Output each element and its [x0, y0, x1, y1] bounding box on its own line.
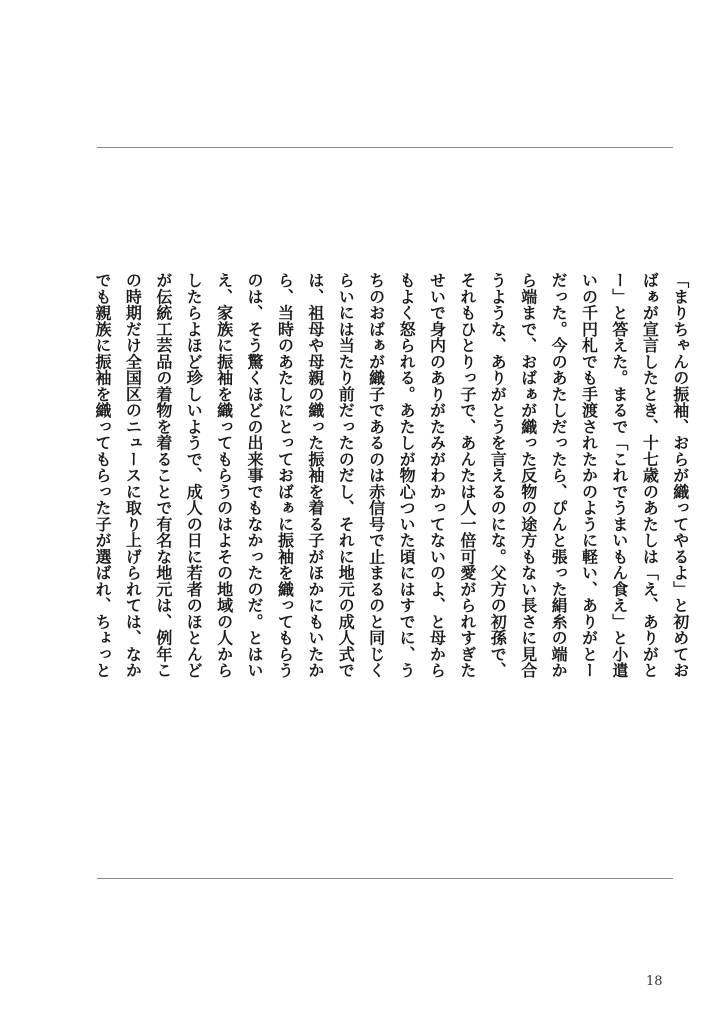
text-line-6: ら端まで、おばぁが織った反物の途方もない長さに見合 — [518, 272, 538, 679]
text-line-17: したらよほど珍しいようで、成人の日に若者のほとんど — [184, 272, 204, 679]
vertical-text-block — [94, 272, 688, 712]
text-line-5: だった。今のあたしだったら、ぴんと張った絹糸の端か — [549, 272, 569, 679]
text-line-11: ちのおばぁが織子であるのは赤信号で止まるのと同じく — [366, 272, 386, 679]
text-line-14: ら、当時のあたしにとっておばぁに振袖を織ってもらう — [275, 272, 295, 679]
text-line-7: うような、ありがとうを言えるのにな。父方の初孫で、 — [488, 272, 508, 679]
text-line-20: でも親族に振袖を織ってもらった子が選ばれ、ちょっと — [93, 272, 112, 679]
text-line-15: のは、そう驚くほどの出来事でもなかったのだ。とはい — [245, 272, 265, 679]
text-line-18: が伝統工芸品の着物を着ることで有名な地元は、例年こ — [153, 272, 173, 679]
top-rule — [97, 147, 673, 148]
text-line-13: は、祖母や母親の織った振袖を着る子がほかにもいたか — [305, 272, 325, 679]
text-line-12: らいには当たり前だったのだし、それに地元の成人式で — [336, 272, 356, 679]
text-line-19: の時期だけ全国区のニュースに取り上げられては、なか — [123, 272, 143, 679]
text-line-8: それもひとりっ子で、あんたは人一倍可愛がられすぎた — [457, 272, 477, 679]
text-line-2: ばぁが宣言したとき、十七歳のあたしは「え、ありがと — [640, 272, 660, 679]
text-line-10: もよく怒られる。あたしが物心ついた頃にはすでに、う — [397, 272, 417, 679]
text-line-9: せいで身内のありがたみがわかってないのよ、と母から — [427, 272, 447, 679]
text-line-3: ー」と答えた。まるで「これでうまいもん食え」と小遣 — [609, 272, 629, 679]
text-line-16: え、家族に振袖を織ってもらうのはよその地域の人から — [214, 272, 234, 679]
page-number: 18 — [646, 974, 663, 989]
text-line-1: 「まりちゃんの振袖、おらが織ってやるよ」と初めてお — [670, 272, 690, 679]
text-line-4: いの千円札でも手渡されたかのように軽い、ありがとー — [579, 272, 599, 679]
bottom-rule — [97, 878, 673, 879]
